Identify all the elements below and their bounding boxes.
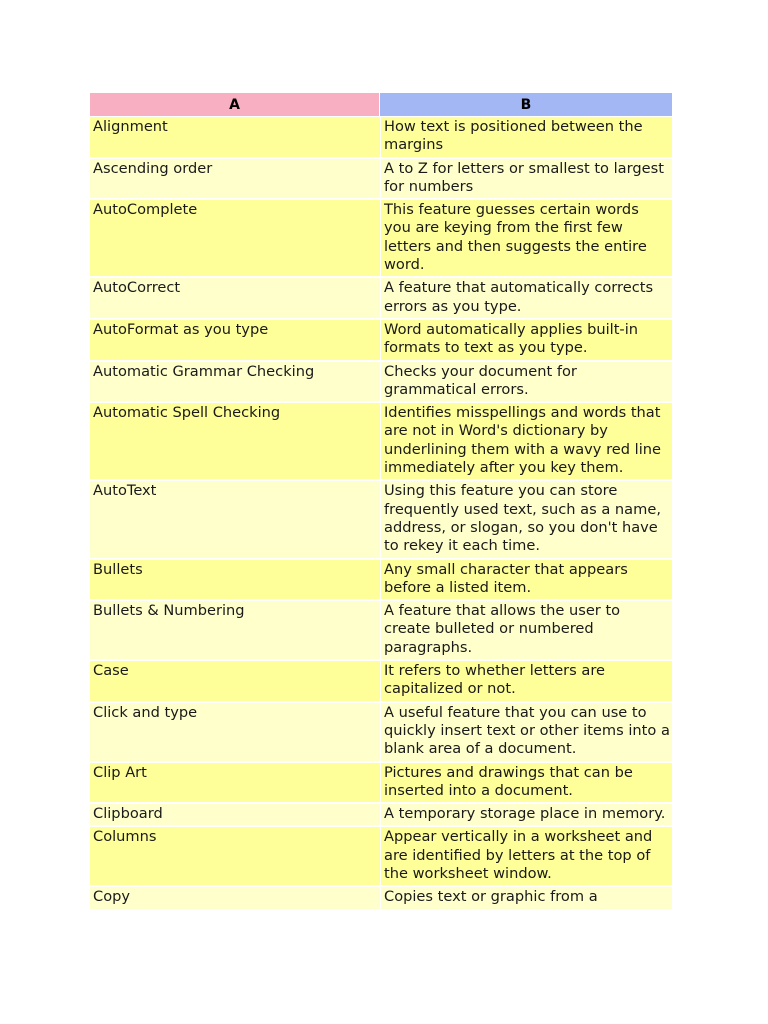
term-cell: Bullets & Numbering — [90, 601, 381, 659]
table-body — [90, 117, 672, 909]
definition-cell: This feature guesses certain words you are keying from the first few letters and then suggests the entire word. — [381, 200, 672, 276]
table-header — [90, 93, 672, 117]
table-row — [90, 761, 672, 803]
term-cell: Click and type — [90, 703, 381, 761]
table-row — [90, 401, 672, 479]
column-header-b: B — [380, 93, 672, 116]
term-cell: Clip Art — [90, 763, 381, 803]
definition-cell: A feature that allows the user to create bulleted or numbered paragraphs. — [381, 601, 672, 659]
table-row — [90, 701, 672, 761]
definition-cell: Pictures and drawings that can be inserted into a document. — [381, 763, 672, 803]
definition-cell: Appear vertically in a worksheet and are identified by letters at the top of the worksheet window. — [381, 827, 672, 885]
term-cell: AutoCorrect — [90, 278, 381, 318]
term-cell: AutoComplete — [90, 200, 381, 276]
definition-cell: A feature that automatically corrects errors as you type. — [381, 278, 672, 318]
column-header-a: A — [90, 93, 380, 116]
table-row — [90, 599, 672, 659]
definition-cell: How text is positioned between the margins — [381, 117, 672, 157]
definition-cell: Copies text or graphic from a — [381, 887, 672, 908]
definition-cell: A to Z for letters or smallest to largest for numbers — [381, 159, 672, 199]
table-row — [90, 117, 672, 157]
table-row — [90, 318, 672, 360]
glossary-table — [90, 93, 672, 909]
table-row — [90, 198, 672, 276]
definition-cell: It refers to whether letters are capitalized or not. — [381, 661, 672, 701]
table-row — [90, 157, 672, 199]
definition-cell: Word automatically applies built-in formats to text as you type. — [381, 320, 672, 360]
definition-cell: Identifies misspellings and words that are not in Word's dictionary by underlining them with a wavy red line immediately after you key them. — [381, 403, 672, 479]
term-cell: Bullets — [90, 560, 381, 600]
term-cell: Case — [90, 661, 381, 701]
definition-cell: A useful feature that you can use to quickly insert text or other items into a blank area of a document. — [381, 703, 672, 761]
table-row — [90, 885, 672, 908]
term-cell: AutoFormat as you type — [90, 320, 381, 360]
term-cell: Automatic Spell Checking — [90, 403, 381, 479]
term-cell: Alignment — [90, 117, 381, 157]
definition-cell: Checks your document for grammatical errors. — [381, 362, 672, 402]
table-row — [90, 659, 672, 701]
term-cell: Columns — [90, 827, 381, 885]
table-row — [90, 802, 672, 825]
definition-cell: A temporary storage place in memory. — [381, 804, 672, 825]
term-cell: Copy — [90, 887, 381, 908]
definition-cell: Any small character that appears before a listed item. — [381, 560, 672, 600]
table-row — [90, 558, 672, 600]
term-cell: Automatic Grammar Checking — [90, 362, 381, 402]
definition-cell: Using this feature you can store frequently used text, such as a name, address, or slogan, so you don't have to rekey it each time. — [381, 481, 672, 557]
table-row — [90, 825, 672, 885]
term-cell: Clipboard — [90, 804, 381, 825]
table-row — [90, 360, 672, 402]
table-row — [90, 276, 672, 318]
term-cell: Ascending order — [90, 159, 381, 199]
term-cell: AutoText — [90, 481, 381, 557]
table-row — [90, 479, 672, 557]
